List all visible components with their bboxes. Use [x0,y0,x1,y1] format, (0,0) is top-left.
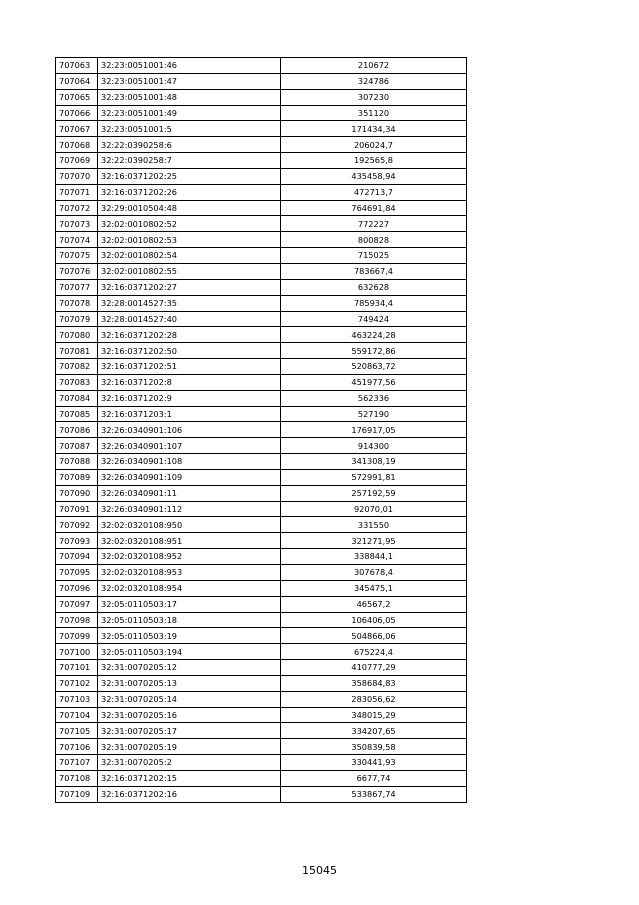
table-row [56,73,467,89]
record-id-cell: 707104 [56,707,98,723]
table-row [56,390,467,406]
cadastral-number-cell: 32:02:0320108:952 [98,549,281,565]
value-cell: 307230 [281,89,467,105]
record-id-cell: 707063 [56,58,98,74]
table-row [56,327,467,343]
record-id-cell: 707094 [56,549,98,565]
table-row [56,105,467,121]
table-row [56,153,467,169]
table-row [56,121,467,137]
table-row [56,422,467,438]
cadastral-number-cell: 32:16:0371202:9 [98,390,281,406]
value-cell: 341308,19 [281,454,467,470]
value-cell: 92070,01 [281,501,467,517]
value-cell: 435458,94 [281,168,467,184]
table-row [56,707,467,723]
record-id-cell: 707083 [56,374,98,390]
table-row [56,184,467,200]
value-cell: 330441,93 [281,755,467,771]
records-table [55,57,467,803]
value-cell: 520863,72 [281,359,467,375]
value-cell: 206024,7 [281,137,467,153]
cadastral-number-cell: 32:05:0110503:17 [98,596,281,612]
value-cell: 675224,4 [281,644,467,660]
table-row [56,596,467,612]
cadastral-number-cell: 32:16:0371202:15 [98,770,281,786]
record-id-cell: 707109 [56,786,98,802]
record-id-cell: 707080 [56,327,98,343]
record-id-cell: 707095 [56,565,98,581]
table-row [56,549,467,565]
cadastral-number-cell: 32:31:0070205:12 [98,660,281,676]
cadastral-number-cell: 32:26:0340901:107 [98,438,281,454]
value-cell: 324786 [281,73,467,89]
cadastral-number-cell: 32:05:0110503:19 [98,628,281,644]
value-cell: 463224,28 [281,327,467,343]
table-row [56,533,467,549]
cadastral-number-cell: 32:16:0371202:8 [98,374,281,390]
record-id-cell: 707068 [56,137,98,153]
cadastral-number-cell: 32:26:0340901:106 [98,422,281,438]
value-cell: 783667,4 [281,263,467,279]
table-row [56,469,467,485]
value-cell: 351120 [281,105,467,121]
record-id-cell: 707066 [56,105,98,121]
record-id-cell: 707074 [56,232,98,248]
table-row [56,58,467,74]
record-id-cell: 707093 [56,533,98,549]
record-id-cell: 707106 [56,739,98,755]
cadastral-number-cell: 32:22:0390258:6 [98,137,281,153]
value-cell: 331550 [281,517,467,533]
table-row [56,438,467,454]
value-cell: 348015,29 [281,707,467,723]
cadastral-number-cell: 32:26:0340901:112 [98,501,281,517]
value-cell: 257192,59 [281,485,467,501]
record-id-cell: 707082 [56,359,98,375]
record-id-cell: 707078 [56,295,98,311]
cadastral-number-cell: 32:16:0371203:1 [98,406,281,422]
record-id-cell: 707107 [56,755,98,771]
cadastral-number-cell: 32:31:0070205:2 [98,755,281,771]
value-cell: 171434,34 [281,121,467,137]
table-row [56,485,467,501]
value-cell: 533867,74 [281,786,467,802]
value-cell: 210672 [281,58,467,74]
cadastral-number-cell: 32:02:0010802:53 [98,232,281,248]
record-id-cell: 707081 [56,343,98,359]
record-id-cell: 707087 [56,438,98,454]
table-row [56,295,467,311]
cadastral-number-cell: 32:16:0371202:27 [98,279,281,295]
table-row [56,137,467,153]
table-row [56,628,467,644]
value-cell: 106406,05 [281,612,467,628]
value-cell: 345475,1 [281,580,467,596]
cadastral-number-cell: 32:31:0070205:17 [98,723,281,739]
table-row [56,612,467,628]
record-id-cell: 707076 [56,263,98,279]
table-row [56,374,467,390]
table-row [56,89,467,105]
record-id-cell: 707102 [56,675,98,691]
table-row [56,359,467,375]
table-row [56,263,467,279]
table-row [56,232,467,248]
value-cell: 772227 [281,216,467,232]
cadastral-number-cell: 32:22:0390258:7 [98,153,281,169]
cadastral-number-cell: 32:16:0371202:16 [98,786,281,802]
table-row [56,786,467,802]
record-id-cell: 707091 [56,501,98,517]
value-cell: 785934,4 [281,295,467,311]
cadastral-number-cell: 32:23:0051001:48 [98,89,281,105]
cadastral-number-cell: 32:02:0010802:54 [98,248,281,264]
table-row [56,691,467,707]
table-row [56,200,467,216]
cadastral-number-cell: 32:16:0371202:26 [98,184,281,200]
cadastral-number-cell: 32:31:0070205:13 [98,675,281,691]
record-id-cell: 707079 [56,311,98,327]
value-cell: 338844,1 [281,549,467,565]
records-body [56,58,467,803]
table-row [56,517,467,533]
record-id-cell: 707069 [56,153,98,169]
cadastral-number-cell: 32:23:0051001:47 [98,73,281,89]
value-cell: 283056,62 [281,691,467,707]
table-row [56,216,467,232]
table-row [56,580,467,596]
value-cell: 715025 [281,248,467,264]
cadastral-number-cell: 32:02:0320108:950 [98,517,281,533]
record-id-cell: 707103 [56,691,98,707]
table-row [56,660,467,676]
table-row [56,565,467,581]
value-cell: 562336 [281,390,467,406]
record-id-cell: 707090 [56,485,98,501]
value-cell: 176917,05 [281,422,467,438]
record-id-cell: 707073 [56,216,98,232]
record-id-cell: 707088 [56,454,98,470]
record-id-cell: 707077 [56,279,98,295]
cadastral-number-cell: 32:28:0014527:35 [98,295,281,311]
value-cell: 192565,8 [281,153,467,169]
cadastral-number-cell: 32:16:0371202:28 [98,327,281,343]
cadastral-number-cell: 32:16:0371202:51 [98,359,281,375]
cadastral-number-cell: 32:02:0320108:954 [98,580,281,596]
record-id-cell: 707100 [56,644,98,660]
page-number: 15045 [302,864,337,877]
cadastral-number-cell: 32:02:0320108:951 [98,533,281,549]
cadastral-number-cell: 32:31:0070205:14 [98,691,281,707]
record-id-cell: 707067 [56,121,98,137]
cadastral-number-cell: 32:26:0340901:108 [98,454,281,470]
record-id-cell: 707065 [56,89,98,105]
table-row [56,168,467,184]
record-id-cell: 707099 [56,628,98,644]
cadastral-number-cell: 32:02:0320108:953 [98,565,281,581]
record-id-cell: 707096 [56,580,98,596]
record-id-cell: 707101 [56,660,98,676]
record-id-cell: 707098 [56,612,98,628]
cadastral-number-cell: 32:26:0340901:109 [98,469,281,485]
value-cell: 572991,81 [281,469,467,485]
value-cell: 632628 [281,279,467,295]
cadastral-number-cell: 32:31:0070205:19 [98,739,281,755]
record-id-cell: 707105 [56,723,98,739]
cadastral-number-cell: 32:05:0110503:194 [98,644,281,660]
record-id-cell: 707072 [56,200,98,216]
value-cell: 321271,95 [281,533,467,549]
value-cell: 410777,29 [281,660,467,676]
value-cell: 504866,06 [281,628,467,644]
value-cell: 350839,58 [281,739,467,755]
cadastral-number-cell: 32:23:0051001:49 [98,105,281,121]
record-id-cell: 707084 [56,390,98,406]
table-row [56,723,467,739]
record-id-cell: 707064 [56,73,98,89]
value-cell: 334207,65 [281,723,467,739]
value-cell: 6677,74 [281,770,467,786]
cadastral-number-cell: 32:16:0371202:50 [98,343,281,359]
table-row [56,311,467,327]
cadastral-number-cell: 32:02:0010802:55 [98,263,281,279]
record-id-cell: 707070 [56,168,98,184]
value-cell: 451977,56 [281,374,467,390]
value-cell: 46567,2 [281,596,467,612]
cadastral-number-cell: 32:05:0110503:18 [98,612,281,628]
cadastral-number-cell: 32:16:0371202:25 [98,168,281,184]
table-row [56,739,467,755]
value-cell: 472713,7 [281,184,467,200]
record-id-cell: 707075 [56,248,98,264]
record-id-cell: 707085 [56,406,98,422]
table-row [56,501,467,517]
value-cell: 358684,83 [281,675,467,691]
table-row [56,770,467,786]
cadastral-number-cell: 32:23:0051001:46 [98,58,281,74]
table-row [56,343,467,359]
table-row [56,675,467,691]
table-row [56,248,467,264]
cadastral-number-cell: 32:31:0070205:16 [98,707,281,723]
value-cell: 527190 [281,406,467,422]
cadastral-number-cell: 32:28:0014527:40 [98,311,281,327]
value-cell: 559172,86 [281,343,467,359]
record-id-cell: 707092 [56,517,98,533]
value-cell: 914300 [281,438,467,454]
table-row [56,454,467,470]
table-row [56,644,467,660]
value-cell: 764691,84 [281,200,467,216]
table-row [56,279,467,295]
record-id-cell: 707108 [56,770,98,786]
record-id-cell: 707097 [56,596,98,612]
cadastral-number-cell: 32:23:0051001:5 [98,121,281,137]
cadastral-number-cell: 32:29:0010504:48 [98,200,281,216]
record-id-cell: 707089 [56,469,98,485]
record-id-cell: 707071 [56,184,98,200]
value-cell: 800828 [281,232,467,248]
cadastral-number-cell: 32:26:0340901:11 [98,485,281,501]
table-row [56,406,467,422]
record-id-cell: 707086 [56,422,98,438]
value-cell: 749424 [281,311,467,327]
table-row [56,755,467,771]
value-cell: 307678,4 [281,565,467,581]
cadastral-number-cell: 32:02:0010802:52 [98,216,281,232]
